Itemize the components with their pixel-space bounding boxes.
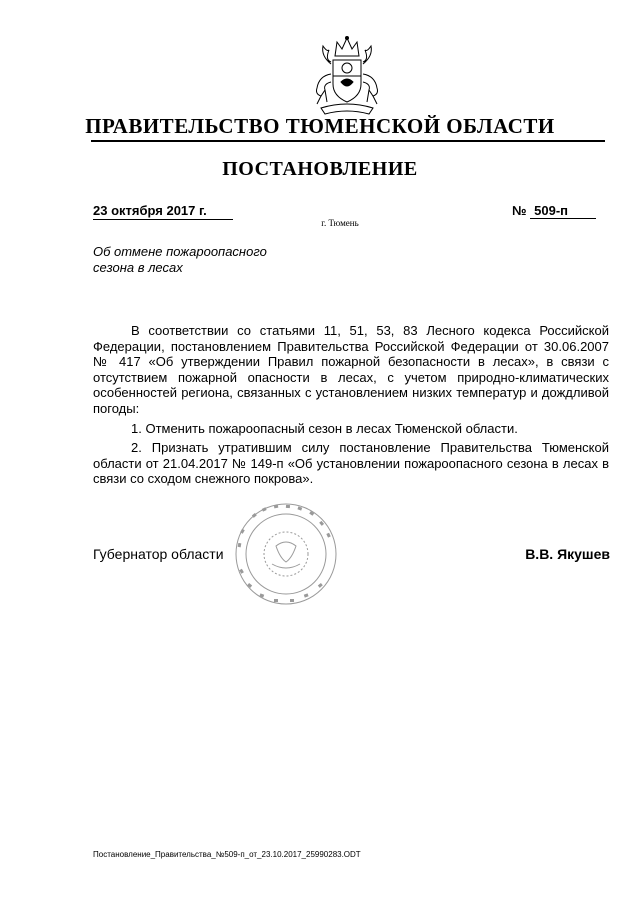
paragraph-item-2: 2. Признать утратившим силу постановление Правительства Тюменской области от 21.04.2017 № 149-п «Об установлении пожароопасного сезона в лесах в связи со сходом снежного покрова». [93, 440, 609, 487]
paragraph-item-1: 1. Отменить пожароопасный сезон в лесах Тюменской области. [131, 420, 518, 436]
subject [93, 244, 313, 276]
paragraph-preamble: В соответствии со статьями 11, 51, 53, 83 Лесного кодекса Российской Федерации, постановлением Правительства Российской Федерации от 30.06.2007 № 417 «Об утверждении Правил пожарной безопасности в лесах», в связи с отсутствием пожарной опасности в лесах, с учетом природно-климатических особенностей региона, связанных с установлением низких температур и дождливой погоды: [93, 323, 609, 416]
subject-line: сезона в лесах [93, 260, 183, 275]
body-text [93, 323, 609, 487]
number-value: 509-п [530, 203, 596, 219]
document-date: 23 октября 2017 г. [93, 203, 233, 220]
title-divider [91, 140, 605, 142]
government-title: ПРАВИТЕЛЬСТВО ТЮМЕНСКОЙ ОБЛАСТИ [85, 114, 555, 138]
city: г. Тюмень [321, 218, 359, 228]
subject-line: Об отмене пожароопасного [93, 244, 267, 259]
seal-icon [232, 500, 340, 608]
document-number [512, 203, 596, 219]
signatory-name: В.В. Якушев [525, 546, 610, 562]
number-prefix: № [512, 203, 527, 218]
coat-of-arms-icon [303, 30, 391, 120]
signatory-title: Губернатор области [93, 546, 224, 562]
footer-filename: Постановление_Правительства_№509-п_от_23.10.2017_25990283.ODT [93, 850, 361, 859]
document-type: ПОСТАНОВЛЕНИЕ [222, 158, 418, 180]
